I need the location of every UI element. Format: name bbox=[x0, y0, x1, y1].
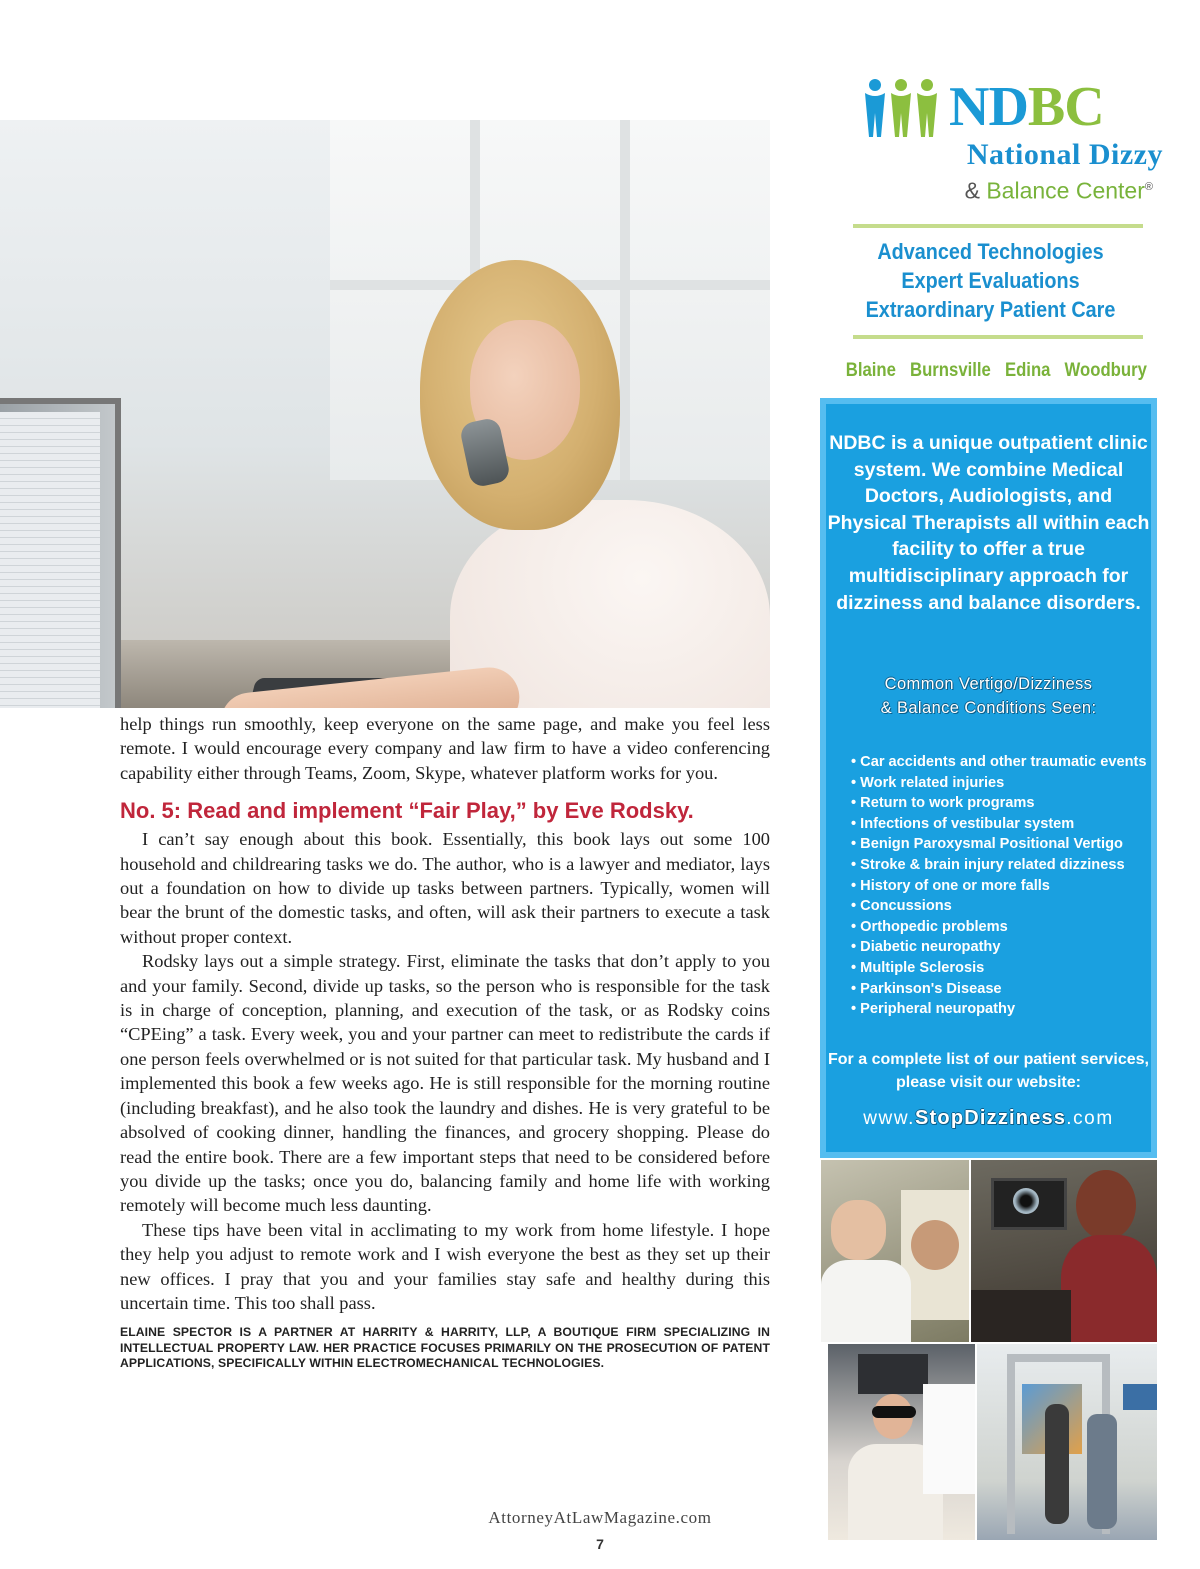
logo-subtitle: & Balance Center® bbox=[964, 177, 1153, 204]
page-number: 7 bbox=[596, 1536, 604, 1552]
list-item: • Parkinson's Disease bbox=[851, 979, 1151, 1000]
article-body bbox=[120, 712, 770, 1372]
article-paragraph: These tips have been vital in acclimating to my work from home lifestyle. I hope they help you adjust to remote work and I wish everyone the best as they set up their new offices. I pray that you and your families stay safe and healthy during this uncertain time. This too shall pass. bbox=[120, 1219, 770, 1313]
doctor-with-ear-chart-photo bbox=[821, 1160, 969, 1342]
footer-website: AttorneyAtLawMagazine.com bbox=[488, 1508, 712, 1527]
list-item: • Infections of vestibular system bbox=[851, 814, 1151, 835]
list-item: • History of one or more falls bbox=[851, 876, 1151, 897]
list-item: • Car accidents and other traumatic events bbox=[851, 752, 1151, 773]
people-figures-icon bbox=[863, 77, 943, 139]
list-item: • Return to work programs bbox=[851, 793, 1151, 814]
divider bbox=[853, 335, 1143, 339]
ndbc-logo: NDBC bbox=[863, 75, 1163, 145]
author-bio: ELAINE SPECTOR IS A PARTNER AT HARRITY & HARRITY, LLP, A BOUTIQUE FIRM SPECIALIZING IN INTELLECTUAL PROPERTY LAW. HER PRACTICE FOCUSES PRIMARILY ON THE PROSECUTION OF PATENT APPLICATIONS, SPECIFICALLY WITHIN ELECTROMECHANICAL TECHNOLOGIES. bbox=[120, 1325, 770, 1371]
section-heading: No. 5: Read and implement “Fair Play,” by Eve Rodsky. bbox=[120, 798, 694, 824]
list-item: • Work related injuries bbox=[851, 773, 1151, 794]
website-link[interactable]: www.StopDizziness.com bbox=[863, 1107, 1114, 1129]
info-box bbox=[820, 398, 1157, 1158]
eye-exam-photo bbox=[971, 1160, 1157, 1342]
list-item: • Concussions bbox=[851, 896, 1151, 917]
list-item: • Multiple Sclerosis bbox=[851, 958, 1151, 979]
article-paragraph: Rodsky lays out a simple strategy. First, eliminate the tasks that don’t apply to you and your family. Second, divide up tasks, so the person who is responsible for the task is in charge of conception, planning, and execution of the task, or as Rodsky coins “CPEing” a task. Every week, you and your partner can meet to redistribute the cards if one person feels overwhelmed or is not suited for that particular task. My husband and I implemented this book a few weeks ago. He is still responsible for the morning routine (including breakfast), and he also took the laundry and dishes. He is very grateful to be absolved of cooking dinner, handling the finances, and grocery shopping. Please do read the entire book. There are a few important steps that need to be considered before you divide up the tasks; once you do, balancing family and home life with working remotely will become much less daunting. bbox=[120, 951, 770, 1216]
conditions-heading: Common Vertigo/Dizziness & Balance Conditions Seen: bbox=[880, 675, 1097, 717]
article-paragraph: help things run smoothly, keep everyone on the same page, and make you feel less remote. I would encourage every company and law firm to have a video conferencing capability either through Teams, Zoom, Skype, whatever platform works for you. bbox=[120, 714, 770, 783]
rotational-chair-photo bbox=[828, 1344, 975, 1540]
tagline: Advanced Technologies Expert Evaluations Extraordinary Patient Care bbox=[865, 239, 1116, 322]
clinic-description: NDBC is a unique outpatient clinic system. We combine Medical Doctors, Audiologists, and Physical Therapists all within each facility to offer a true multidisciplinary approach for dizziness and balance disorders. bbox=[827, 432, 1150, 614]
ndbc-advertisement bbox=[818, 70, 1163, 1540]
list-item: • Orthopedic problems bbox=[851, 917, 1151, 938]
balance-platform-photo bbox=[977, 1344, 1157, 1540]
list-item: • Diabetic neuropathy bbox=[851, 937, 1151, 958]
woman-on-phone-photo bbox=[0, 120, 770, 708]
conditions-list bbox=[851, 752, 1151, 1020]
clinic-locations: Blaine Burnsville Edina Woodbury bbox=[845, 360, 1147, 381]
visit-text: For a complete list of our patient services, please visit our website: bbox=[828, 1051, 1149, 1091]
list-item: • Benign Paroxysmal Positional Vertigo bbox=[851, 834, 1151, 855]
article-paragraph: I can’t say enough about this book. Essentially, this book lays out some 100 household and childrearing tasks we do. The author, who is a lawyer and mediator, lays out a foundation on how to divide up tasks between partners. Typically, women will bear the brunt of the domestic tasks, and often, will ask their partners to execute a task without proper context. bbox=[120, 829, 770, 947]
list-item: • Stroke & brain injury related dizziness bbox=[851, 855, 1151, 876]
logo-name: National Dizzy bbox=[966, 138, 1163, 171]
divider bbox=[853, 224, 1143, 228]
list-item: • Peripheral neuropathy bbox=[851, 999, 1151, 1020]
